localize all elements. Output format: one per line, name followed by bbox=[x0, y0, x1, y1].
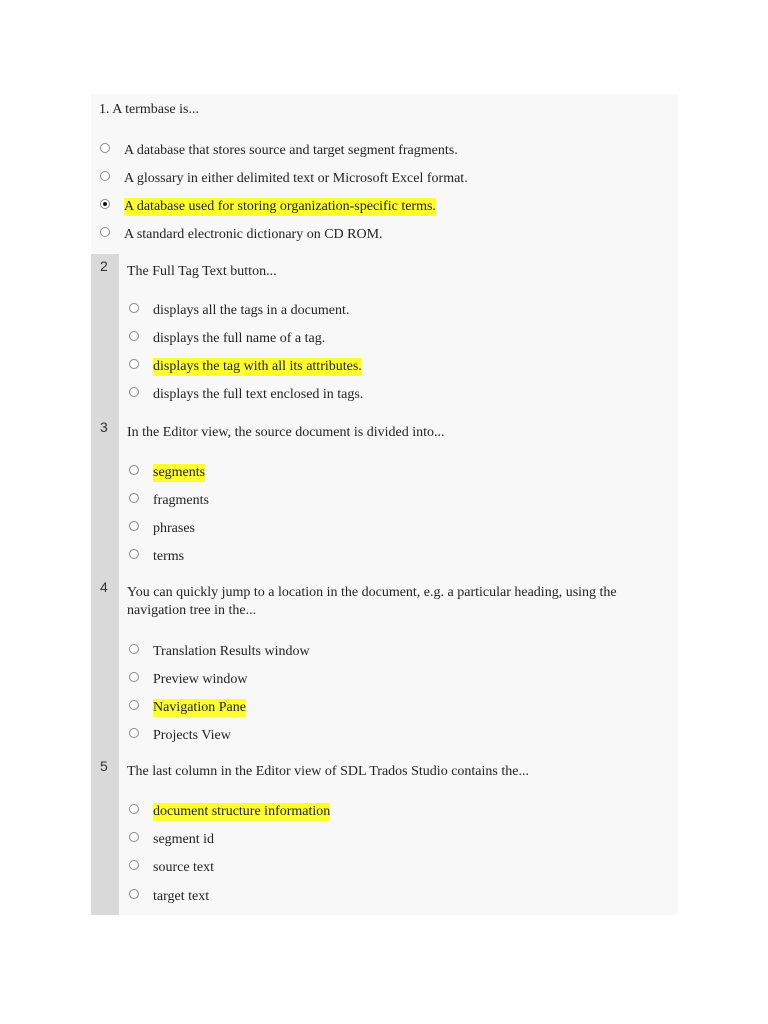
q1-option-2[interactable]: A glossary in either delimited text or Microsoft Excel format. bbox=[100, 169, 468, 189]
q5-option-2[interactable]: segment id bbox=[129, 830, 214, 850]
question-2-prompt: The Full Tag Text button... bbox=[127, 264, 277, 279]
radio-button-icon[interactable] bbox=[100, 227, 110, 237]
q5-option-1[interactable]: document structure information bbox=[129, 802, 330, 822]
radio-button-icon[interactable] bbox=[129, 359, 139, 369]
radio-button-icon[interactable] bbox=[129, 700, 139, 710]
question-1-prompt: 1. A termbase is... bbox=[99, 102, 199, 117]
radio-button-icon[interactable] bbox=[100, 171, 110, 181]
q3-option-3[interactable]: phrases bbox=[129, 519, 195, 539]
question-2-number: 2 bbox=[100, 258, 108, 274]
radio-button-icon[interactable] bbox=[129, 889, 139, 899]
radio-button-icon[interactable] bbox=[129, 672, 139, 682]
radio-button-icon[interactable] bbox=[129, 860, 139, 870]
radio-button-icon[interactable] bbox=[129, 644, 139, 654]
q2-option-4[interactable]: displays the full text enclosed in tags. bbox=[129, 385, 363, 405]
q2-option-3[interactable]: displays the tag with all its attributes. bbox=[129, 357, 362, 377]
q3-option-4[interactable]: terms bbox=[129, 547, 184, 567]
q4-option-3[interactable]: Navigation Pane bbox=[129, 698, 246, 718]
q4-option-1[interactable]: Translation Results window bbox=[129, 642, 310, 662]
question-3-prompt: In the Editor view, the source document is divided into... bbox=[127, 425, 445, 440]
radio-button-icon[interactable] bbox=[129, 465, 139, 475]
radio-button-icon[interactable] bbox=[129, 521, 139, 531]
radio-button-icon[interactable] bbox=[129, 331, 139, 341]
radio-button-checked-icon[interactable] bbox=[100, 199, 110, 209]
radio-button-icon[interactable] bbox=[129, 493, 139, 503]
q5-option-4[interactable]: target text bbox=[129, 887, 209, 907]
q1-option-4[interactable]: A standard electronic dictionary on CD ROM. bbox=[100, 225, 383, 245]
question-4-prompt-line-2: navigation tree in the... bbox=[127, 603, 257, 618]
radio-button-icon[interactable] bbox=[129, 303, 139, 313]
q2-option-1[interactable]: displays all the tags in a document. bbox=[129, 301, 349, 321]
radio-button-icon[interactable] bbox=[100, 143, 110, 153]
q4-option-4[interactable]: Projects View bbox=[129, 726, 231, 746]
q3-option-2[interactable]: fragments bbox=[129, 491, 209, 511]
radio-button-icon[interactable] bbox=[129, 728, 139, 738]
question-5-prompt: The last column in the Editor view of SDL Trados Studio contains the... bbox=[127, 764, 529, 779]
question-4-prompt-line-1: You can quickly jump to a location in the document, e.g. a particular heading, using the bbox=[127, 585, 617, 600]
q1-option-3[interactable]: A database used for storing organization-specific terms. bbox=[100, 197, 436, 217]
radio-button-icon[interactable] bbox=[129, 387, 139, 397]
question-5-number: 5 bbox=[100, 758, 108, 774]
radio-button-icon[interactable] bbox=[129, 804, 139, 814]
q5-option-3[interactable]: source text bbox=[129, 858, 214, 878]
question-4-number: 4 bbox=[100, 579, 108, 595]
question-3-number: 3 bbox=[100, 419, 108, 435]
q4-option-2[interactable]: Preview window bbox=[129, 670, 248, 690]
radio-button-icon[interactable] bbox=[129, 832, 139, 842]
q1-option-1[interactable]: A database that stores source and target segment fragments. bbox=[100, 141, 458, 161]
radio-button-icon[interactable] bbox=[129, 549, 139, 559]
q3-option-1[interactable]: segments bbox=[129, 463, 205, 483]
q2-option-2[interactable]: displays the full name of a tag. bbox=[129, 329, 325, 349]
